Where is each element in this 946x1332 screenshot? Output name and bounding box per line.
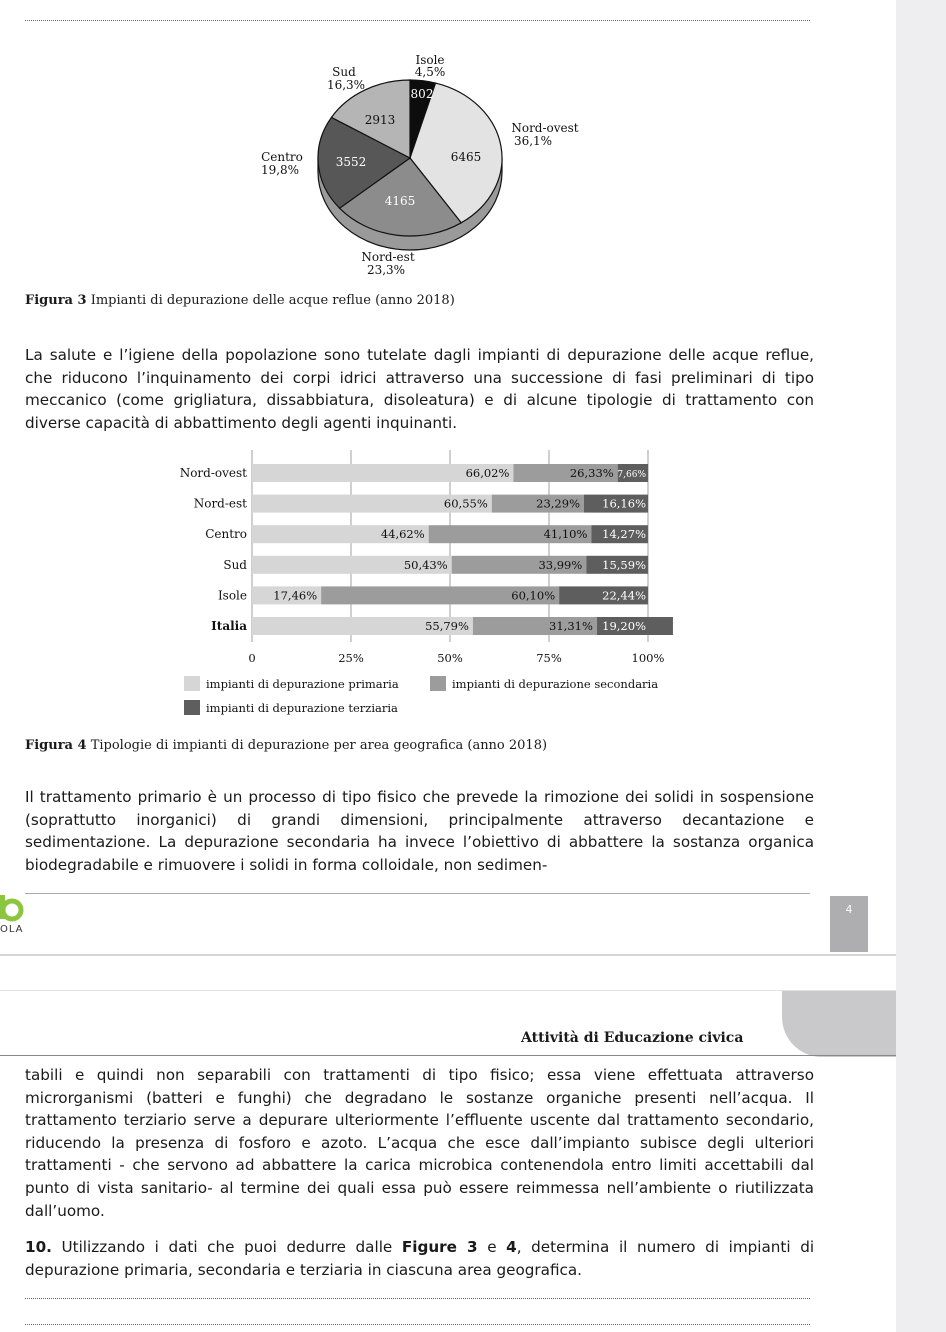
bar-value-label: 31,31% — [549, 619, 593, 633]
bar-value-label: 33,99% — [538, 557, 583, 572]
figure-4-caption — [25, 738, 547, 753]
bar-value-label: 7,66% — [617, 470, 646, 480]
pie-percent-centro: 19,8% — [260, 163, 300, 177]
exercise-number: 10. — [25, 1238, 52, 1256]
pie-label-isole: Isole — [415, 53, 445, 67]
figure-3-label: Figura 3 — [25, 293, 87, 308]
legend-label: impianti di depurazione terziaria — [206, 701, 398, 715]
bar-value-label: 41,10% — [543, 527, 588, 542]
legend-swatch — [184, 700, 200, 715]
x-tick-label: 25% — [338, 651, 364, 665]
pie-value-sud: 2913 — [364, 113, 396, 127]
bar-value-label: 14,27% — [602, 527, 646, 542]
category-label: Centro — [205, 527, 247, 542]
exercise-10 — [25, 1236, 814, 1281]
section-header-tab — [782, 991, 896, 1057]
bar-value-label: 19,20% — [602, 619, 646, 633]
figure-3-title: Impianti di depurazione delle acque reflue (anno 2018) — [90, 293, 455, 308]
page-number: 4 — [845, 903, 853, 916]
pie-percent-sud: 16,3% — [326, 78, 366, 92]
publisher-logo-icon — [0, 893, 30, 923]
bar-value-label: 23,29% — [536, 496, 581, 511]
footer-rule — [25, 893, 810, 894]
legend-label: impianti di depurazione secondaria — [452, 677, 659, 691]
x-tick-label: 75% — [536, 651, 562, 665]
pie-label-nord-est: Nord-est — [361, 250, 415, 264]
category-label: Sud — [223, 557, 247, 572]
exercise-text-part2: e — [487, 1238, 497, 1256]
pie-label-nord-ovest: Nord-ovest — [511, 121, 579, 135]
bar-value-label: 66,02% — [465, 466, 510, 480]
category-label: Nord-est — [193, 496, 247, 511]
category-label: Italia — [211, 619, 247, 633]
legend-swatch — [184, 676, 200, 691]
bar-value-label: 17,46% — [273, 588, 318, 603]
figure-4-bar-chart — [160, 448, 680, 720]
page-break-rule — [0, 954, 896, 956]
pie-value-centro: 3552 — [335, 155, 367, 169]
category-label: Nord-ovest — [179, 466, 247, 480]
exercise-ref-figure3: Figure 3 — [401, 1238, 478, 1256]
paragraph-secondary-treatment: tabili e quindi non separabili con trattamenti di tipo fisico; essa viene effettuata attraverso microrganismi (batteri e funghi) che degradano le sostanze organiche presenti nell’acqua. Il trattamento terziario serve a depurare ulteriormente l’effluente uscente dal trattamento secondario, riducendo la presenza di fosforo e azoto. L’acqua che esce dall’impianto subisce degli ulteriori trattamenti - che servono ad abbattere la carica microbica contenendola entro limiti accettabili dal punto di vista sanitario- al termine dei quali essa può essere reimmessa nell’ambiente o riutilizzata dall’uomo. — [25, 1066, 814, 1220]
publisher-brand: OLA — [0, 924, 24, 935]
pie-label-sud: Sud — [332, 65, 356, 79]
exercise-text-part1: Utilizzando i dati che puoi dedurre dalle — [61, 1238, 393, 1256]
x-tick-label: 0 — [248, 651, 256, 665]
answer-line-top — [25, 20, 810, 21]
figure-4-title: Tipologie di impianti di depurazione per area geografica (anno 2018) — [90, 738, 548, 753]
figure-3-caption — [25, 293, 455, 308]
bar-value-label: 16,16% — [602, 496, 646, 511]
legend-swatch — [430, 676, 446, 691]
bar-value-label: 22,44% — [602, 588, 646, 603]
pie-value-nord-ovest: 6465 — [450, 150, 482, 164]
bar-value-label: 60,55% — [443, 496, 488, 511]
answer-line-1 — [25, 1298, 810, 1299]
bar-value-label: 60,10% — [511, 588, 556, 603]
bar-value-label: 26,33% — [569, 466, 614, 480]
pie-value-isole: 802 — [410, 87, 434, 101]
pie-percent-isole: 4,5% — [414, 65, 446, 79]
paragraph-intro: La salute e l’igiene della popolazione sono tutelate dagli impianti di depurazione delle acque reflue, che riducono l’inquinamento dei corpi idrici attraverso una successione di fasi preliminari di tipo meccanico (come grigliatura, dissabbiatura, disoleatura) e di alcune tipologie di trattamento con diverse capacità di abbattimento degli agenti inquinanti. — [25, 346, 814, 432]
bar-value-label: 55,79% — [425, 619, 469, 633]
viewer-side-strip — [896, 0, 946, 1332]
x-tick-label: 100% — [631, 651, 665, 665]
bar-value-label: 15,59% — [602, 557, 646, 572]
category-label: Isole — [217, 588, 247, 603]
next-page-top-edge — [0, 990, 896, 991]
pie-value-nord-est: 4165 — [384, 194, 416, 208]
legend-label: impianti di depurazione primaria — [206, 677, 399, 691]
answer-line-2 — [25, 1324, 810, 1325]
bar-value-label: 50,43% — [403, 557, 448, 572]
figure-4-label: Figura 4 — [25, 738, 87, 753]
pie-percent-nord-ovest: 36,1% — [513, 134, 553, 148]
exercise-ref-figure4: 4 — [506, 1238, 517, 1256]
pie-label-centro: Centro — [261, 150, 303, 164]
paragraph-primary-treatment: Il trattamento primario è un processo di tipo fisico che prevede la rimozione dei solidi in sospensione (soprattutto inorganici) di grandi dimensioni, principalmente attraverso decantazione e sedimentazione. La depurazione secondaria ha invece l’obiettivo di abbattere la sostanza organica biodegradabile e rimuovere i solidi in forma colloidale, non sedimen- — [25, 788, 814, 874]
bar-value-label: 44,62% — [380, 527, 425, 542]
section-header-title: Attività di Educazione civica — [521, 1030, 744, 1046]
exercise-text-part3: , determina il numero di impianti di depurazione primaria, secondaria e terziaria in ciascuna area geografica. — [25, 1238, 815, 1279]
header-rule — [0, 1055, 896, 1056]
x-tick-label: 50% — [437, 651, 463, 665]
figure-3-pie-chart — [240, 48, 620, 288]
pie-percent-nord-est: 23,3% — [366, 263, 406, 277]
